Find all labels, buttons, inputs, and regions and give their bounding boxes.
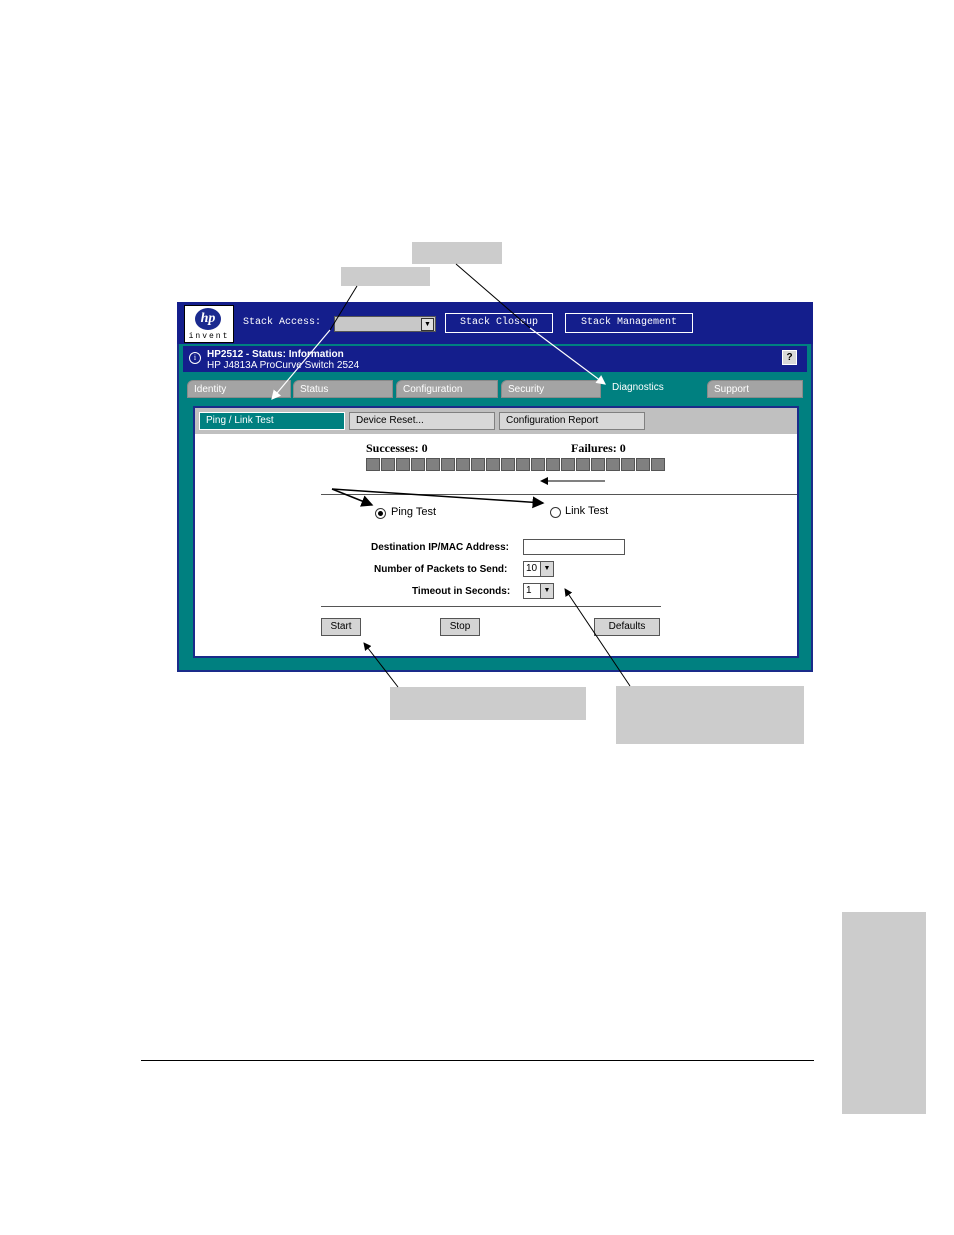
ping-test-label: Ping Test — [391, 506, 437, 518]
timeout-value: 1 — [526, 585, 532, 596]
arrow-to-diagnostics — [456, 264, 530, 328]
link-test-label: Link Test — [565, 505, 609, 517]
subtab-device-reset[interactable]: Device Reset... — [349, 412, 495, 430]
help-icon[interactable]: ? — [782, 350, 797, 365]
defaults-button[interactable]: Defaults — [594, 618, 660, 636]
subtab-ping-link-test[interactable]: Ping / Link Test — [199, 412, 345, 430]
arrow-to-identity — [330, 286, 357, 330]
failures-count: Failures: 0 — [571, 441, 626, 455]
chevron-down-icon[interactable]: ▼ — [540, 562, 553, 576]
packets-label: Number of Packets to Send: — [374, 564, 508, 575]
successes-count: Successes: 0 — [366, 441, 428, 455]
tab-status[interactable]: Status — [293, 380, 393, 398]
start-button[interactable]: Start — [321, 618, 361, 636]
stop-button[interactable]: Stop — [440, 618, 480, 636]
hp-logo-tagline: invent — [188, 332, 230, 341]
subtab-configuration-report[interactable]: Configuration Report — [499, 412, 645, 430]
chevron-down-icon[interactable]: ▼ — [540, 584, 553, 598]
stack-access-label: Stack Access: — [243, 317, 322, 328]
stack-closeup-button[interactable]: Stack Closeup — [445, 313, 553, 333]
packets-value: 10 — [526, 563, 538, 574]
arrow-to-start — [364, 643, 398, 687]
tab-diagnostics[interactable]: Diagnostics — [605, 378, 705, 400]
timeout-label: Timeout in Seconds: — [412, 586, 511, 597]
arrow-to-identity-white — [272, 330, 330, 399]
chapter-thumb-tab — [842, 912, 926, 1114]
hp-logo-mark: hp — [195, 308, 221, 330]
tab-support[interactable]: Support — [707, 380, 803, 398]
info-icon: i — [189, 352, 201, 364]
stack-management-button[interactable]: Stack Management — [565, 313, 693, 333]
arrow-to-parameters — [565, 589, 630, 686]
page-footer-rule — [141, 1060, 814, 1061]
device-title: HP2512 - Status: Information — [207, 349, 344, 360]
tab-configuration[interactable]: Configuration — [396, 380, 498, 398]
arrow-to-diagnostics-white — [530, 328, 605, 384]
tab-identity[interactable]: Identity — [187, 380, 291, 398]
chevron-down-icon[interactable]: ▼ — [421, 318, 434, 331]
destination-label: Destination IP/MAC Address: — [371, 542, 509, 553]
device-model: HP J4813A ProCurve Switch 2524 — [207, 360, 360, 371]
tab-security[interactable]: Security — [501, 380, 601, 398]
